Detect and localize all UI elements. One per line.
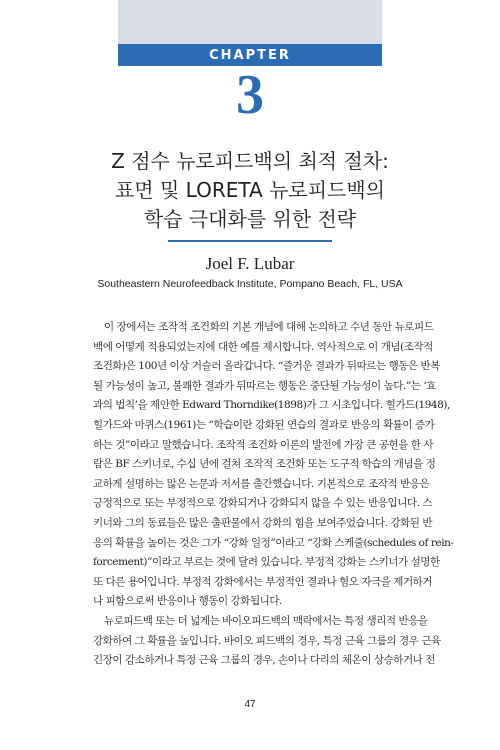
body-line: 조건화)은 100년 이상 거슬러 올라갑니다. “즐거운 결과가 뒤따르는 행동은 반복 xyxy=(93,360,440,373)
body-text xyxy=(93,318,454,671)
body-line: 힐가드와 마퀴스(1961)는 “학습이란 강화된 연습의 결과로 반응의 확률이 증가 xyxy=(93,418,435,431)
header-band xyxy=(118,0,382,44)
body-line: 긍정적으로 또는 부정적으로 강화되거나 강화되지 않을 수 있는 반응입니다. 스 xyxy=(93,497,433,510)
body-line: 하는 것”이라고 말했습니다. 조작적 조건화 이론의 발전에 가장 큰 공헌을 한 사 xyxy=(93,438,434,451)
title-line: 표면 및 LORETA 뉴로피드백의 xyxy=(114,178,385,202)
page-number: 47 xyxy=(244,699,256,710)
body-line: 나 피함으로써 반응이나 행동이 강화됩니다. xyxy=(93,595,282,608)
body-line: 긴장이 감소하거나 특정 근육 그룹의 경우, 손이나 다리의 체온이 상승하거나 전 xyxy=(93,654,435,667)
body-line: 교하게 설명하는 많은 논문과 저서를 출간했습니다. 기본적으로 조작적 반응은 xyxy=(93,477,430,490)
author-affiliation: Southeastern Neurofeedback Institute, Pompano Beach, FL, USA xyxy=(97,278,403,290)
title-line: 학습 극대화를 위한 전략 xyxy=(143,207,357,231)
body-line: forcement)”이라고 부르는 것에 달려 있습니다. 부정적 강화는 스키너가 설명한 xyxy=(93,556,440,569)
body-line: 과의 법칙’을 제안한 Edward Thorndike(1898)가 그 시초입니다. 힐가드(1948), xyxy=(93,399,450,412)
body-line: 백에 어떻게 적용되었는지에 대한 예를 제시합니다. 역사적으로 이 개념(조작적 xyxy=(93,340,433,353)
body-line: 될 가능성이 높고, 불쾌한 결과가 뒤따르는 행동은 중단될 가능성이 높다.”는 ‘효 xyxy=(93,379,436,392)
body-line: 키너와 그의 동료들은 많은 출판물에서 강화의 힘을 보여주었습니다. 강화된 반 xyxy=(93,516,433,529)
title-line: Z 점수 뉴로피드백의 최적 절차: xyxy=(111,149,389,173)
body-line: 이 장에서는 조작적 조건화의 기본 개념에 대해 논의하고 수년 동안 뉴로피드 xyxy=(104,321,434,333)
title-divider xyxy=(168,240,332,242)
chapter-label: CHAPTER xyxy=(209,47,291,63)
chapter-title xyxy=(40,147,460,234)
author-name: Joel F. Lubar xyxy=(205,254,295,273)
body-line: 응의 확률을 높이는 것은 그가 “강화 일정”이라고 “강화 스케줄(schedules of rein- xyxy=(93,536,454,549)
body-line: 강화하여 그 확률을 높입니다. 바이오 피드백의 경우, 특정 근육 그룹의 경우 근육 xyxy=(93,634,441,647)
body-line: 람은 BF 스키너로, 수십 년에 걸쳐 조작적 조건화 또는 도구적 학습의 개념을 정 xyxy=(93,458,436,471)
chapter-number: 3 xyxy=(236,64,264,126)
body-line: 뉴로피드백 또는 더 넓게는 바이오피드백의 맥락에서는 특정 생리적 반응을 xyxy=(104,614,428,627)
body-line: 또 다른 용어입니다. 부정적 강화에서는 부정적인 결과나 혐오 자극을 제거하거 xyxy=(93,575,433,588)
